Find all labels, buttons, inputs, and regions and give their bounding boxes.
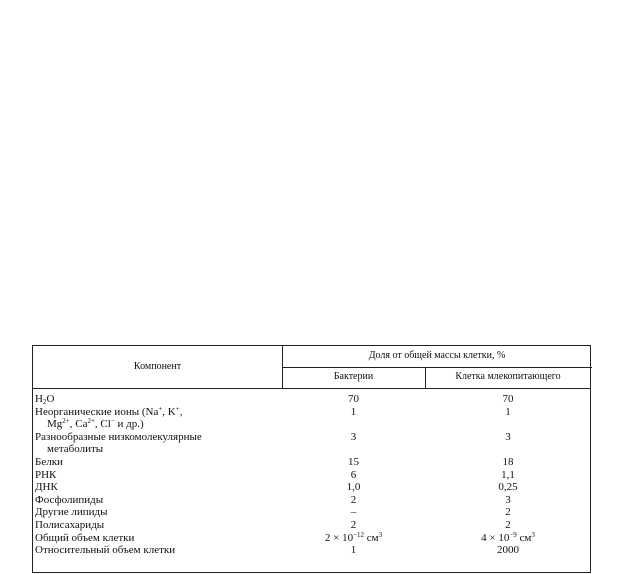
header-mass-fraction: Доля от общей массы клетки, % (368, 350, 506, 361)
component-name: Разнообразные низкомолекулярные метаболиты (35, 430, 202, 456)
mammal-value: 70 (502, 393, 514, 405)
component-name: Фосфолипиды (35, 493, 104, 506)
bacteria-value: 2 (350, 493, 357, 506)
component-name: РНК (35, 468, 57, 481)
bacteria-value: 1,0 (346, 481, 361, 494)
table-row (33, 469, 590, 482)
component-name: ДНК (35, 481, 58, 494)
table-row (33, 456, 590, 469)
bacteria-value: 70 (348, 393, 359, 405)
bacteria-value: – (350, 506, 357, 519)
component-name: $H_2O$ (35, 393, 55, 406)
mammal-value: 1,1 (501, 468, 515, 481)
header-divider (33, 388, 590, 389)
mammal-value: 2 (505, 506, 511, 519)
bacteria-value: $2 \times 10^{-12}$ $см^3$ (324, 530, 383, 544)
component-name: Неорганические ионы (Na+, K+, $Mg^{2+}$, $Ca^{2+}$, Cl− и др.) (35, 404, 183, 431)
mammal-value: 0,25 (498, 481, 518, 494)
table-row (33, 532, 590, 545)
table-row (33, 544, 590, 557)
bacteria-value: 2 (350, 518, 357, 531)
header-divider (282, 367, 592, 368)
mammal-value: 3 (505, 430, 511, 443)
table-row (33, 506, 590, 519)
header-component: Компонент (133, 361, 182, 372)
header-mammal-cell: Клетка млекопитающего (455, 371, 561, 382)
table-row (33, 431, 590, 456)
component-name: Другие липиды (35, 506, 108, 519)
component-name: Общий объем клетки (35, 531, 135, 544)
mammal-value: 18 (502, 455, 514, 468)
mammal-value: $4 \times 10^{-9}$ $см^3$ (481, 530, 535, 544)
mammal-value: 2000 (497, 544, 519, 557)
mammal-value: 1 (505, 405, 511, 418)
header-bacteria: Бактерии (333, 371, 374, 382)
component-name: Полисахариды (35, 518, 105, 531)
table-body (33, 393, 590, 557)
table-row (33, 519, 590, 532)
bacteria-value: 15 (348, 455, 359, 468)
table-row (33, 393, 590, 406)
mammal-value: 2 (505, 518, 511, 531)
table-row (33, 406, 590, 431)
table-row (33, 481, 590, 494)
composition-table (32, 345, 591, 573)
bacteria-value: 1 (350, 405, 357, 418)
mammal-value: 3 (505, 493, 511, 506)
bacteria-value: 6 (350, 468, 357, 481)
component-name: Белки (35, 455, 63, 468)
bacteria-value: 1 (350, 544, 357, 557)
table-row (33, 494, 590, 507)
bacteria-value: 3 (350, 430, 357, 443)
component-name: Относительный объем клетки (35, 544, 176, 557)
